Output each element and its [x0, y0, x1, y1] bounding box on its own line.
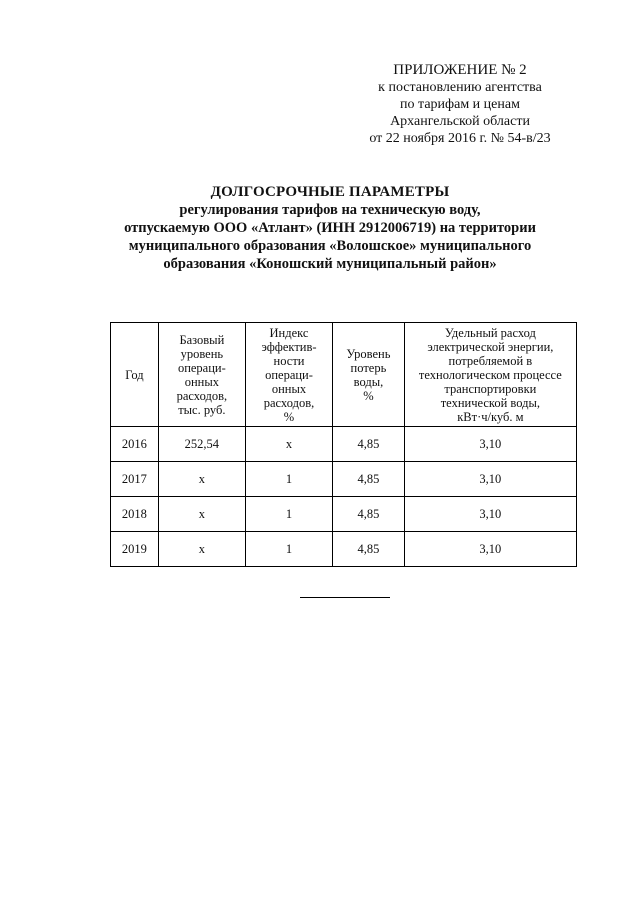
- header-water-loss: Уровень потерь воды, %: [333, 323, 405, 427]
- cell-base: x: [158, 462, 245, 497]
- cell-base: x: [158, 497, 245, 532]
- cell-index: 1: [245, 532, 332, 567]
- cell-loss: 4,85: [333, 532, 405, 567]
- header-base-expenses: Базовый уровень операци- онных расходов, тыс. руб.: [158, 323, 245, 427]
- cell-year: 2018: [111, 497, 159, 532]
- cell-energy: 3,10: [404, 462, 576, 497]
- table-row: [111, 497, 577, 532]
- table-row: [111, 427, 577, 462]
- cell-energy: 3,10: [404, 497, 576, 532]
- appendix-line: по тарифам и ценам: [400, 97, 520, 112]
- table-row: [111, 532, 577, 567]
- cell-base: x: [158, 532, 245, 567]
- heading-line: регулирования тарифов на техническую воду,: [179, 202, 481, 218]
- cell-index: 1: [245, 497, 332, 532]
- cell-energy: 3,10: [404, 427, 576, 462]
- cell-index: 1: [245, 462, 332, 497]
- header-year: Год: [111, 323, 159, 427]
- heading-line: муниципального образования «Волошское» муниципального: [128, 238, 532, 254]
- heading-line: отпускаемую ООО «Атлант» (ИНН 2912006719) на территории: [124, 220, 536, 236]
- table-header-row: [111, 323, 577, 427]
- document-heading: [60, 183, 600, 273]
- cell-index: x: [245, 427, 332, 462]
- cell-energy: 3,10: [404, 532, 576, 567]
- appendix-date-number: от 22 ноября 2016 г. № 54-в/23: [369, 131, 551, 146]
- cell-loss: 4,85: [333, 427, 405, 462]
- header-energy-consumption: Удельный расход электрической энергии, потребляемой в технологическом процессе транспортировки технической воды, кВт·ч/куб. м: [404, 323, 576, 427]
- parameters-table: [110, 322, 577, 567]
- document-title: ДОЛГОСРОЧНЫЕ ПАРАМЕТРЫ: [210, 184, 450, 200]
- table-row: [111, 462, 577, 497]
- closing-divider: [300, 597, 390, 598]
- appendix-title: ПРИЛОЖЕНИЕ № 2: [393, 62, 527, 78]
- header-efficiency-index: Индекс эффектив- ности операци- онных расходов, %: [245, 323, 332, 427]
- appendix-line: Архангельской области: [390, 114, 530, 129]
- cell-loss: 4,85: [333, 462, 405, 497]
- cell-loss: 4,85: [333, 497, 405, 532]
- cell-base: 252,54: [158, 427, 245, 462]
- cell-year: 2017: [111, 462, 159, 497]
- cell-year: 2019: [111, 532, 159, 567]
- appendix-header: [340, 62, 580, 147]
- cell-year: 2016: [111, 427, 159, 462]
- appendix-line: к постановлению агентства: [378, 80, 542, 95]
- heading-line: образования «Коношский муниципальный район»: [163, 256, 497, 272]
